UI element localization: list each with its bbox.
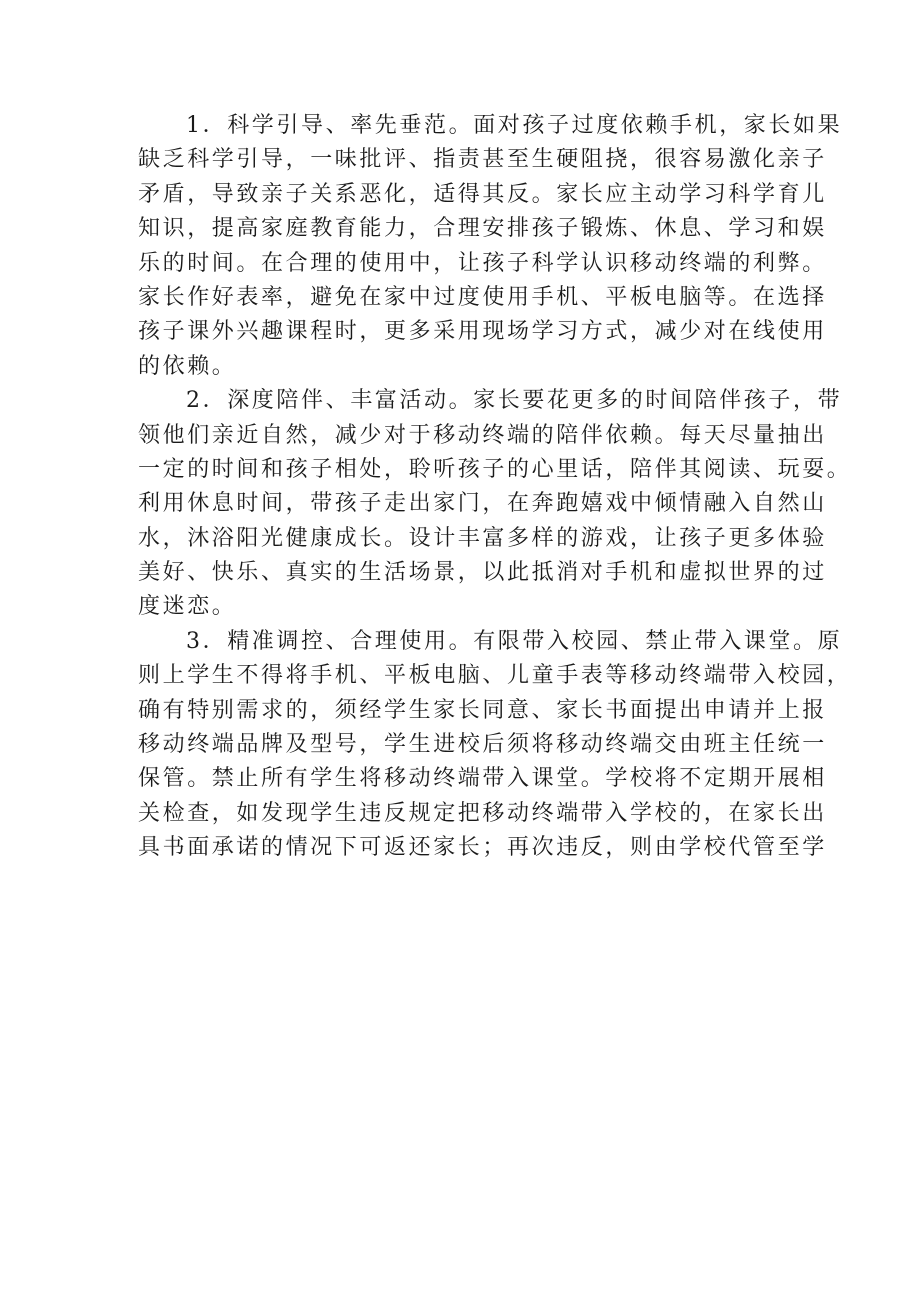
paragraph-line: 则上学生不得将手机、平板电脑、儿童手表等移动终端带入校园，: [138, 663, 852, 689]
paragraph-line: 的依赖。: [138, 353, 237, 379]
paragraph-line: 1．科学引导、率先垂范。面对孩子过度依赖手机，家长如果: [186, 113, 843, 138]
paragraph-line: 美好、快乐、真实的生活场景，以此抵消对手机和虚拟世界的过: [138, 560, 827, 586]
paragraph-line: 关检查，如发现学生违反规定把移动终端带入学校的，在家长出: [138, 800, 827, 826]
paragraph-3: [138, 625, 852, 866]
paragraph-line: 孩子课外兴趣课程时，更多采用现场学习方式，减少对在线使用: [138, 319, 827, 345]
paragraph-line: 保管。禁止所有学生将移动终端带入课堂。学校将不定期开展相: [138, 766, 827, 792]
document-body: [138, 109, 852, 866]
paragraph-line: 领他们亲近自然，减少对于移动终端的陪伴依赖。每天尽量抽出: [138, 422, 827, 448]
paragraph-line: 利用休息时间，带孩子走出家门，在奔跑嬉戏中倾情融入自然山: [138, 491, 827, 517]
paragraph-line: 度迷恋。: [138, 594, 237, 620]
paragraph-line: 2．深度陪伴、丰富活动。家长要花更多的时间陪伴孩子，带: [186, 388, 843, 414]
paragraph-line: 矛盾，导致亲子关系恶化，适得其反。家长应主动学习科学育儿: [138, 181, 827, 207]
paragraph-line: 乐的时间。在合理的使用中，让孩子科学认识移动终端的利弊。: [138, 250, 827, 276]
paragraph-line: 3．精准调控、合理使用。有限带入校园、禁止带入课堂。原: [186, 628, 843, 654]
paragraph-line: 知识，提高家庭教育能力，合理安排孩子锻炼、休息、学习和娱: [138, 216, 827, 242]
paragraph-line: 移动终端品牌及型号，学生进校后须将移动终端交由班主任统一: [138, 732, 827, 758]
paragraph-line: 水，沐浴阳光健康成长。设计丰富多样的游戏，让孩子更多体验: [138, 525, 827, 551]
paragraph-line: 缺乏科学引导，一味批评、指责甚至生硬阻挠，很容易激化亲子: [138, 147, 827, 173]
paragraph-line: 确有特别需求的，须经学生家长同意、家长书面提出申请并上报: [138, 697, 827, 723]
paragraph-2: [138, 384, 852, 625]
paragraph-line: 具书面承诺的情况下可返还家长；再次违反，则由学校代管至学: [138, 835, 827, 861]
paragraph-line: 家长作好表率，避免在家中过度使用手机、平板电脑等。在选择: [138, 284, 827, 310]
paragraph-1: [138, 109, 843, 384]
paragraph-line: 一定的时间和孩子相处，聆听孩子的心里话，陪伴其阅读、玩耍。: [138, 456, 852, 482]
